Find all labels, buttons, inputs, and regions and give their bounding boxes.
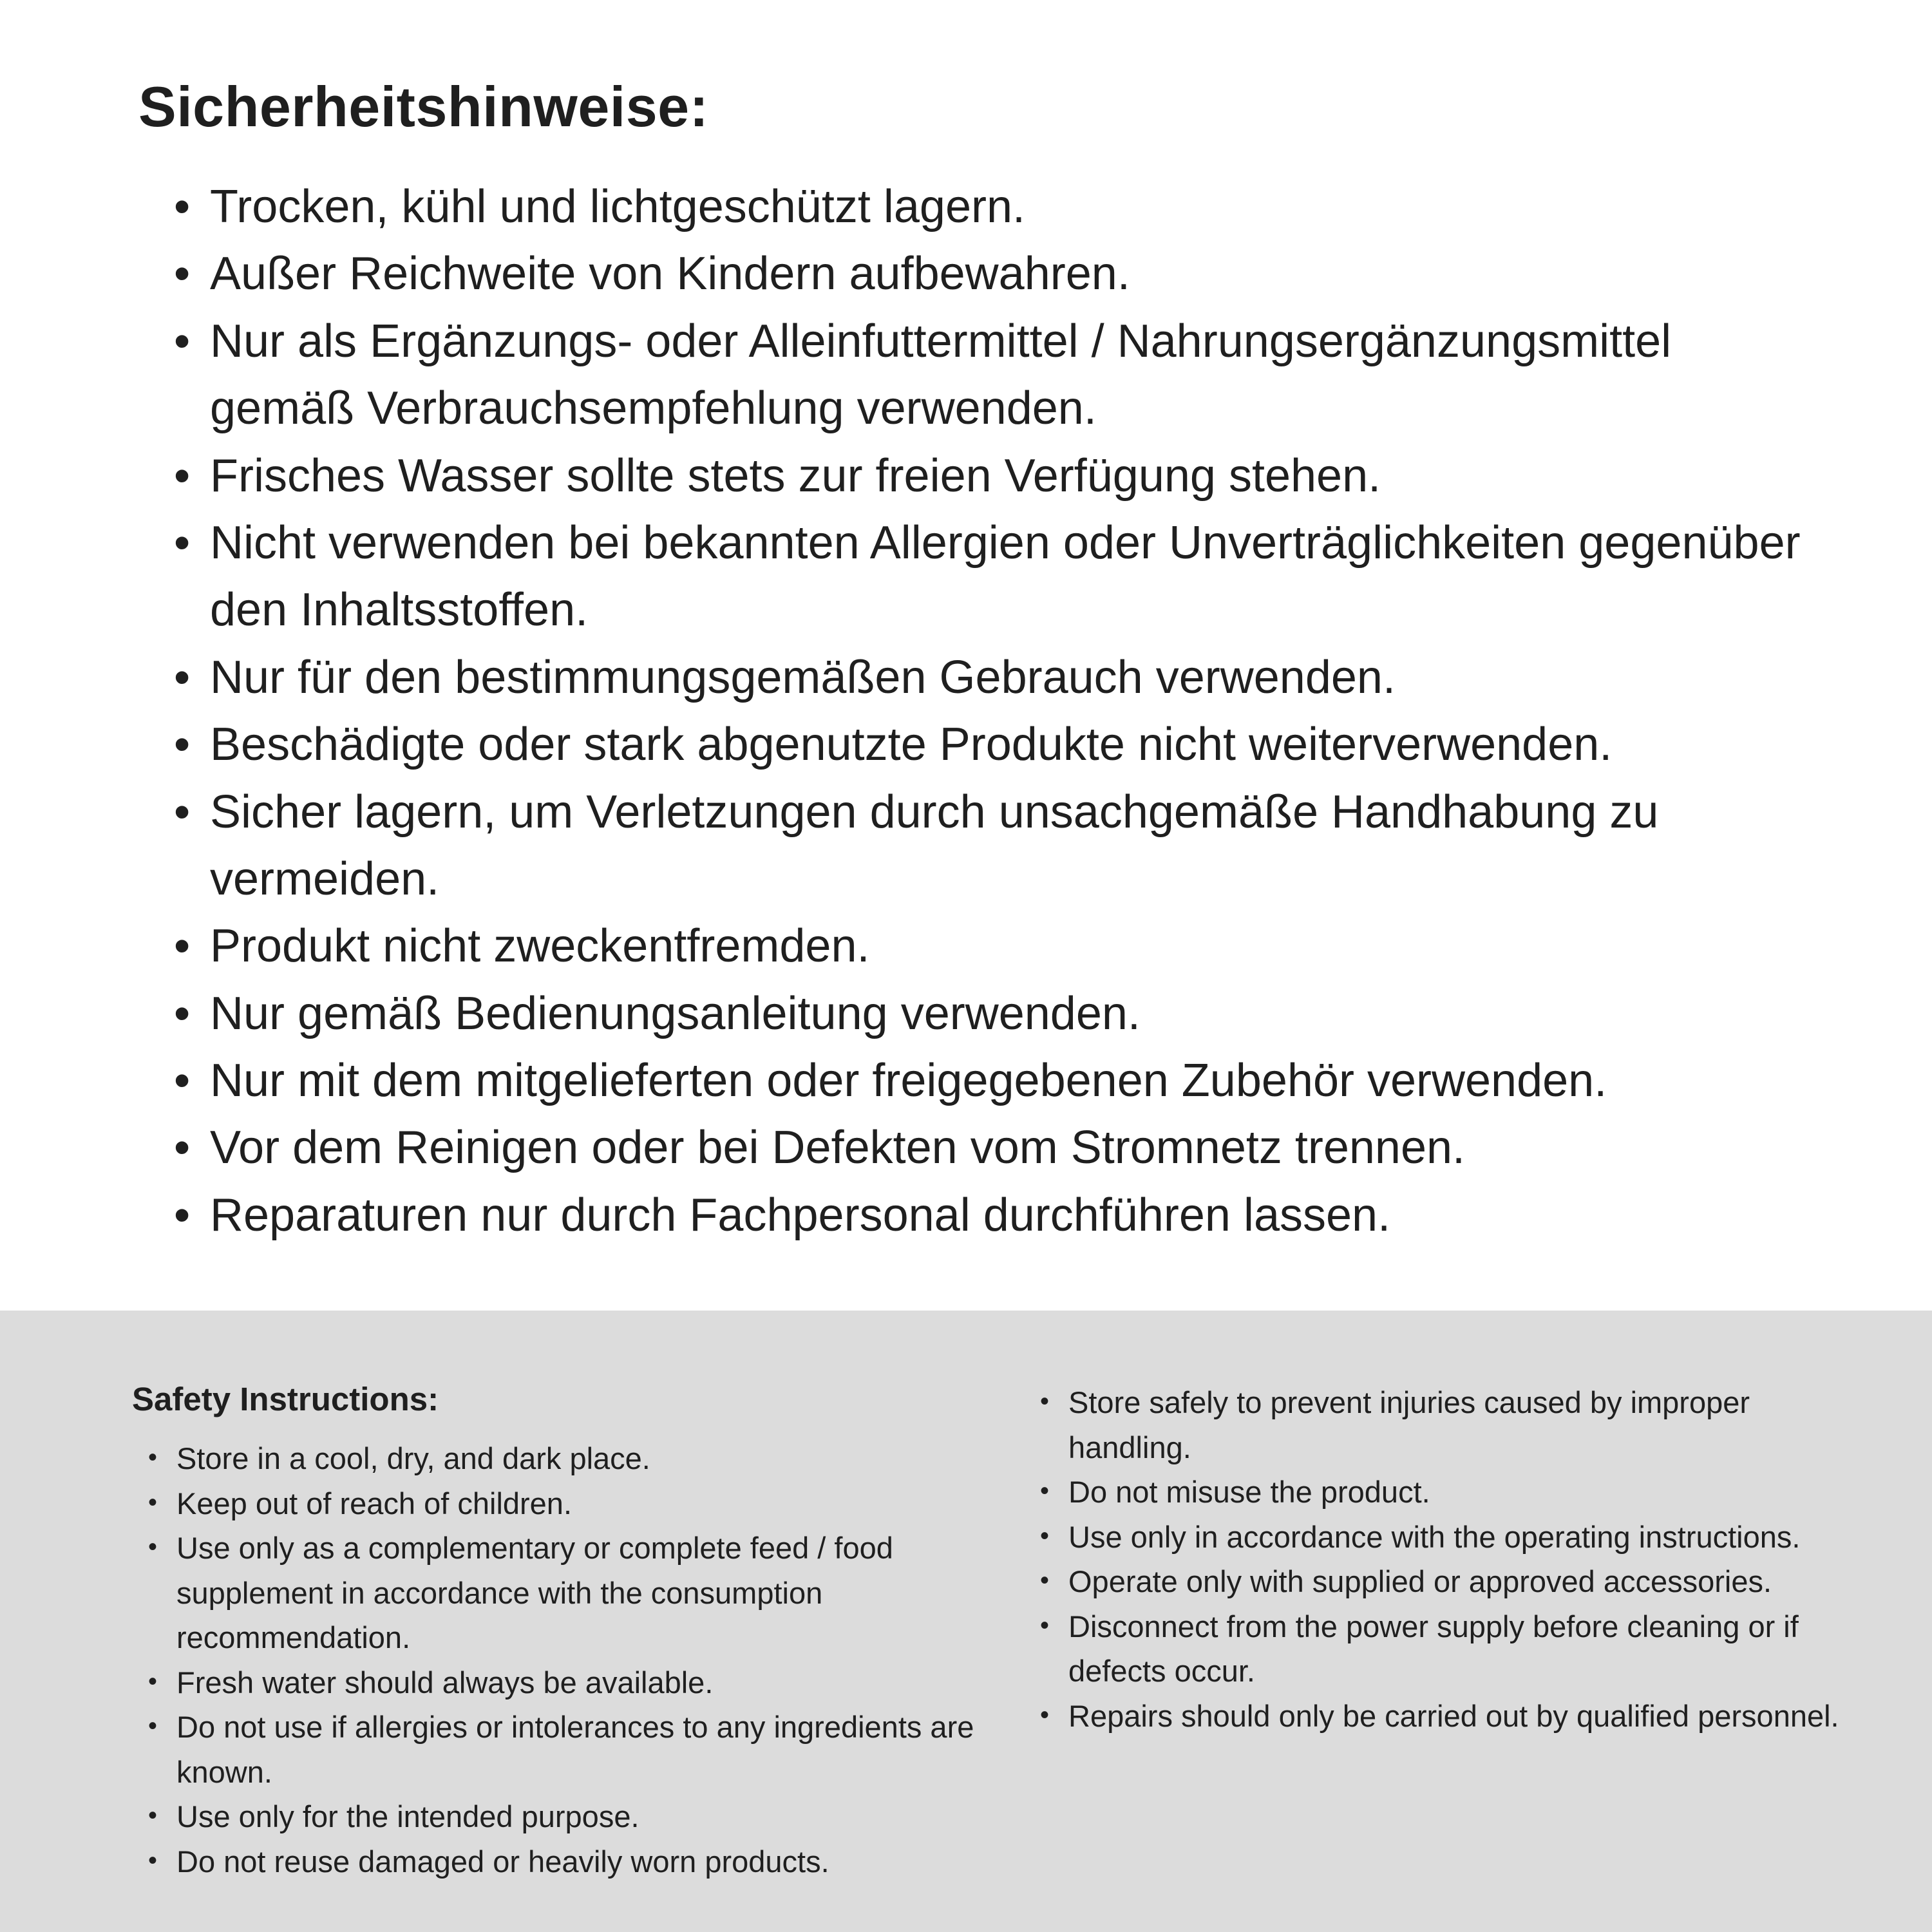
bullet-item: • Disconnect from the power supply before cleaning or if defects occur.	[1040, 1604, 1845, 1694]
bullet-item: • Fresh water should always be available.	[148, 1660, 976, 1705]
english-right-column	[1040, 1380, 1845, 1932]
bullet-item: • Nur für den bestimmungsgemäßen Gebrauch verwenden.	[174, 644, 1810, 711]
german-instructions-list	[138, 173, 1810, 1249]
bullet-item: • Store in a cool, dry, and dark place.	[148, 1436, 976, 1481]
bullet-item: • Außer Reichweite von Kindern aufbewahren.	[174, 240, 1810, 307]
english-instructions-list-left	[132, 1436, 976, 1884]
bullet-item: • Nur gemäß Bedienungsanleitung verwenden.	[174, 980, 1810, 1047]
bullet-item: • Use only as a complementary or complete feed / food supplement in accordance with the consumption recommendation.	[148, 1526, 976, 1660]
english-instructions-list-right	[1040, 1380, 1845, 1738]
bullet-item: • Nicht verwenden bei bekannten Allergien oder Unverträglichkeiten gegenüber den Inhaltsstoffen.	[174, 509, 1810, 644]
bullet-item: • Do not misuse the product.	[1040, 1470, 1845, 1515]
bullet-item: • Keep out of reach of children.	[148, 1481, 976, 1526]
bullet-item: • Produkt nicht zweckentfremden.	[174, 913, 1810, 980]
bullet-item: • Store safely to prevent injuries caused by improper handling.	[1040, 1380, 1845, 1470]
english-section-title: Safety Instructions:	[132, 1381, 439, 1417]
bullet-item: • Nur mit dem mitgelieferten oder freigegebenen Zubehör verwenden.	[174, 1047, 1810, 1114]
bullet-item: • Frisches Wasser sollte stets zur freien Verfügung stehen.	[174, 442, 1810, 509]
bullet-item: • Vor dem Reinigen oder bei Defekten vom Stromnetz trennen.	[174, 1114, 1810, 1181]
bullet-item: • Beschädigte oder stark abgenutzte Produkte nicht weiterverwenden.	[174, 711, 1810, 778]
bullet-item: • Trocken, kühl und lichtgeschützt lagern.	[174, 173, 1810, 240]
english-section	[0, 1311, 1932, 1932]
bullet-item: • Repairs should only be carried out by qualified personnel.	[1040, 1694, 1845, 1739]
bullet-item: • Operate only with supplied or approved accessories.	[1040, 1559, 1845, 1604]
bullet-item: • Sicher lagern, um Verletzungen durch unsachgemäße Handhabung zu vermeiden.	[174, 779, 1810, 913]
bullet-item: • Use only in accordance with the operating instructions.	[1040, 1515, 1845, 1560]
bullet-item: • Nur als Ergänzungs- oder Alleinfuttermittel / Nahrungsergänzungsmittel gemäß Verbrauchsempfehlung verwenden.	[174, 308, 1810, 442]
german-section-title: Sicherheitshinweise:	[138, 75, 709, 138]
english-left-column	[132, 1380, 976, 1932]
bullet-item: • Do not reuse damaged or heavily worn products.	[148, 1839, 976, 1884]
bullet-item: • Do not use if allergies or intolerances to any ingredients are known.	[148, 1705, 976, 1794]
bullet-item: • Use only for the intended purpose.	[148, 1794, 976, 1839]
bullet-item: • Reparaturen nur durch Fachpersonal durchführen lassen.	[174, 1182, 1810, 1249]
